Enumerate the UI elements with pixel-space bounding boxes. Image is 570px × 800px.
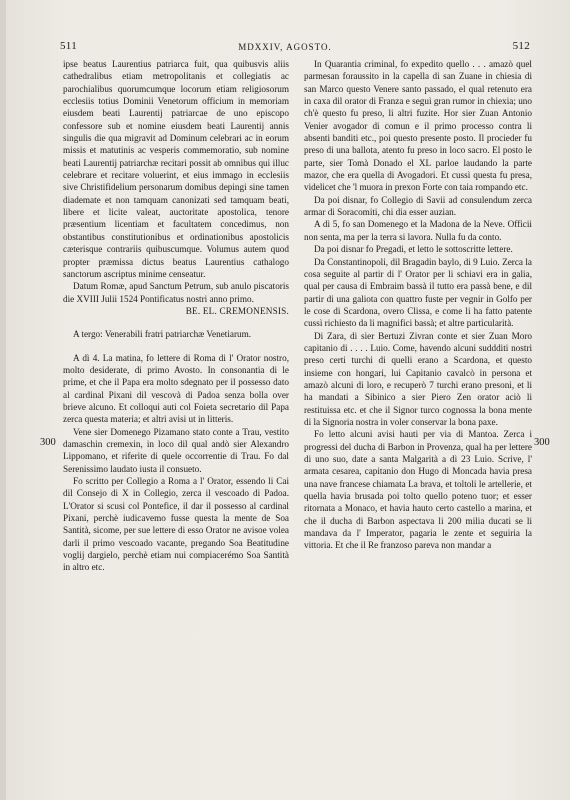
left-margin-number: 300 xyxy=(40,437,56,448)
paragraph: A tergo: Venerabili fratri patriarchæ Venetiarum. xyxy=(73,329,252,340)
right-page-number: 512 xyxy=(512,40,530,52)
paragraph: Datum Romæ, apud Sanctum Petrum, sub anulo piscatoris die XVIII Julii 1524 Pontificatus nostri anno primo. xyxy=(63,281,289,304)
paragraph: Da Constantinopoli, dil Bragadin baylo, di 9 Luio. Zerca la cosa seguite al partir di l' Orator per li schiavi era in galia, qual per causa di Embraim bassà il tutto era passà bene, e dil partir di una galiota con quattro fuste per vegnir in Golfo per le cose di Scardona, overo Clissa, e come li ha fatto patente cussì richiesto da li magnifici bassà; et altre particularità. xyxy=(304,256,532,329)
paragraph: In Quarantia criminal, fo expedito quello . . . amazò quel parmesan foraussito in la capella di san Zuane in chiesia di san Marco questo Venere santo passado, el qual retenuto era in caxa dil orator di Franza e seguì gran rumor in chiexia; uno ch'è questo fu preso, li altri fuzite. Hor sier Zuan Antonio Venier avogador di comun e il primo processo contra li absenti banditi etc., poi questo presente posto. Il procieder fu preso di una ballota, atento fu preso in loco sacro. El posto le parte, sier Tomà Donado el XL parloe laudando la parte mazor, che era quella di Avogadori. Et cussì questa fu presa, videlicet che 'l muora in prexon Forte con taia rompando etc. xyxy=(304,59,532,193)
page-edge-shadow xyxy=(0,0,6,800)
paragraph: Di Zara, di sier Bertuzi Zivran conte et sier Zuan Moro capitanio di . . . . Luio. Come, havendo alcuni suddditi nostri preso certi turchi di quelli erano a Scardona, et questo insieme con hongari, lui Capitanio cavalcò in persona et amazò alcuni di loro, e recuperò 7 turchi erano presoni, et li ha mandati a Sibinico a sier Piero Zen orator aciò li restituissa etc. et che il Signor turco cognossa la bona mente di la Signoria nostra in voler conservar la bona paxe. xyxy=(304,330,532,427)
paragraph: BE. EL. CREMONENSIS. xyxy=(185,305,289,316)
paragraph: Vene sier Domenego Pizamano stato conte a Trau, vestito damaschin cremexin, in loco dil qual andò sier Alexandro Lippomano, et riferite di quele occorrentie di Trau. Fo dal Serenissimo laudato iusta il consueto. xyxy=(63,426,289,474)
paragraph: Fo letto alcuni avisi hauti per via di Mantoa. Zerca i progressi del ducha di Barbon in Provenza, qual ha per lettere di uno suo, date a santa Malgarità a dì 23 Luio. Scrive, l' armata cesarea, capitanio don Hugo di Moncada havia presa una nave francese chiamata La brava, et toltoli le artellerie, et quella havia brusada poi tolto quello poteno tuor; et esser ritornata a Monaco, et havia hauto certo castello a marina, et che il ducha di Barbon aspectava li 200 milia ducati se li mandava da l' Imperator, pagaria le zente et seguiria la vittoria. Et che il Re franzoso pareva non mandar a xyxy=(304,429,532,551)
paragraph: A dì 4. La matina, fo lettere di Roma di l' Orator nostro, molto desiderate, di primo Avosto. In consonantia di le prime, et che il Papa era molto sdegnato per il possesso dato al cardinal Pixani dil vescovà di Padoa senza bolla over brieve alcuno. Et colloqui auti col Foieta secretario dil Papa zerca questa materia; et altri avisi ut in litteris. xyxy=(63,352,289,425)
right-text-column xyxy=(304,58,532,552)
running-header: MDXXIV, AGOSTO. xyxy=(238,42,332,52)
paragraph: Da poi disnar fo Pregadi, et letto le sottoscritte lettere. xyxy=(314,244,513,255)
paragraph: A dì 5, fo san Domenego et la Madona de la Neve. Officii non senta, ma per la terra si lavora. Nulla fu da conto. xyxy=(304,219,532,242)
paragraph: Da poi disnar, fo Collegio di Savii ad consulendum zerca armar di Soracomiti, chi dia esser auzian. xyxy=(304,194,532,218)
left-page-number: 511 xyxy=(60,40,77,52)
paragraph: ipse beatus Laurentius patriarca fuit, qua quibusvis aliis cathedralibus etiam metropolitanis et collegiatis ac parochialibus quorumcumque locorum etiam religiosorum ecclesiis totius Dominii Venetorum officium in memoriam eiusdem beati Laurentij patriarcae de uno episcopo confessore sub et nomine eiusdem beati Laurentij annis singulis die qua migravit ad Dominum celebrari ac in eorum missis et matutinis ac vesperis commemoratio, sub nomine beati Laurentij patriarchæ recitari possit ab omnibus qui illuc celebrare et recitare voluerint, et eius immago in ecclesiis sive Christifidelium personarum domibus depingi sine tamen diademate et non tamquam canonizati sed tamquam beati, libere et licite valeat, auctoritate apostolica, tenore præsentium licentiam et facultatem concedimus, non obstantibus constitutionibus et ordinationibus apostolicis cæterisque contrariis quibuscumque. Volumus autem quod propter præmissa dictus beatus Laurentius cathalogo sanctorum ascriptus minime censeatur. xyxy=(63,59,289,279)
left-text-column xyxy=(63,58,289,574)
right-margin-number: 300 xyxy=(534,437,550,448)
paragraph: Fo scritto per Collegio a Roma a l' Orator, essendo li Cai dil Consejo di X in Collegio, zerca il vescoado di Padoa. L'Orator si scusi col Pontefice, il dar il possesso al cardinal Pixani, perchè iudicavemo fusse questa la mente de Soa Santità, sicome, per sue lettere di esso Orator ne avisoe volea darli il primo vescoado vacante, pregando Soa Beatitudine voglij dargielo, perchè etiam nui compiacerémo Soa Santità in altro etc. xyxy=(63,476,289,573)
